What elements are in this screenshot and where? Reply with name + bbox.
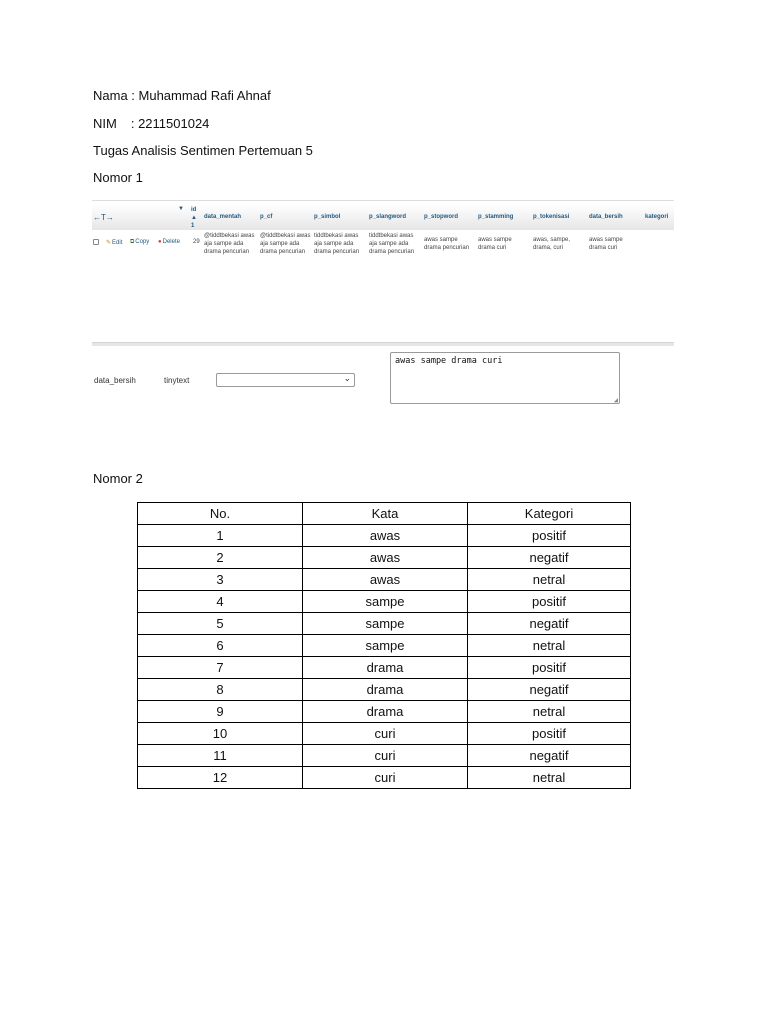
cell-kategori: negatif [468, 547, 631, 569]
nim-label: NIM [93, 116, 117, 131]
cell-kategori: positif [468, 591, 631, 613]
header-kategori[interactable]: kategori [645, 214, 669, 220]
cell-kategori: negatif [468, 613, 631, 635]
db-table-header [92, 204, 674, 231]
cell-no: 1 [138, 525, 303, 547]
function-select[interactable] [216, 373, 355, 387]
table-row [138, 745, 631, 767]
table-row [138, 679, 631, 701]
cell-kata: awas [303, 525, 468, 547]
sort-dropdown-icon[interactable]: ▼ [178, 206, 184, 212]
cell-data-bersih: awas sampe drama curi [589, 237, 623, 251]
nim-value: : 2211501024 [130, 116, 210, 131]
row-checkbox[interactable] [93, 239, 99, 245]
cell-kata: curi [303, 745, 468, 767]
student-nim [93, 116, 209, 131]
cell-kategori: positif [468, 525, 631, 547]
table-row [138, 591, 631, 613]
cell-no: 4 [138, 591, 303, 613]
cell-p-simbol: tiddtbekasi awas aja sampe ada drama pencurian [314, 233, 360, 255]
cell-kategori: positif [468, 657, 631, 679]
cell-p-stopword: awas sampe drama pencurian [424, 237, 470, 251]
table-row [138, 547, 631, 569]
cell-data-mentah: @tiddtbekasi awas aja sampe ada drama pencurian [204, 233, 255, 255]
cell-kata: curi [303, 767, 468, 789]
table-row [138, 569, 631, 591]
cell-no: 12 [138, 767, 303, 789]
cell-kategori: netral [468, 767, 631, 789]
cell-kata: drama [303, 701, 468, 723]
cell-kata: curi [303, 723, 468, 745]
cell-no: 3 [138, 569, 303, 591]
header-data-mentah[interactable]: data_mentah [204, 214, 242, 220]
cell-kategori: netral [468, 701, 631, 723]
value-textarea[interactable] [390, 352, 620, 404]
table-row [138, 525, 631, 547]
value-text: awas sampe drama curi [395, 356, 503, 366]
cell-kategori: netral [468, 635, 631, 657]
field-edit-screenshot [92, 342, 674, 412]
cell-no: 7 [138, 657, 303, 679]
cell-no: 2 [138, 547, 303, 569]
cell-id: 29 [193, 239, 200, 245]
cell-no: 8 [138, 679, 303, 701]
column-nav-arrows[interactable]: ←T→ [93, 213, 114, 222]
header-data-bersih[interactable]: data_bersih [589, 214, 623, 220]
cell-kata: awas [303, 547, 468, 569]
table-row [92, 230, 674, 258]
divider [92, 342, 674, 346]
cell-kategori: netral [468, 569, 631, 591]
table-header-row [138, 503, 631, 525]
header-kategori: Kategori [468, 503, 631, 525]
table-row [138, 613, 631, 635]
cell-kata: awas [303, 569, 468, 591]
cell-kata: sampe [303, 613, 468, 635]
header-p-tokenisasi[interactable]: p_tokenisasi [533, 214, 570, 220]
header-p-stamming[interactable]: p_stamming [478, 214, 514, 220]
copy-icon: ⧉ [130, 239, 135, 245]
copy-button[interactable]: ⧉Copy [130, 239, 150, 245]
cell-no: 10 [138, 723, 303, 745]
cell-p-cf: @tiddtbekasi awas aja sampe ada drama pencurian [260, 233, 311, 255]
edit-button[interactable]: ✎Edit [106, 240, 123, 246]
cell-no: 11 [138, 745, 303, 767]
header-id[interactable]: id ▲ 1 [191, 207, 197, 229]
cell-p-slangword: tiddtbekasi awas aja sampe ada drama pencurian [369, 233, 415, 255]
header-kata: Kata [303, 503, 468, 525]
kata-kategori-table [137, 502, 631, 789]
cell-kata: drama [303, 679, 468, 701]
cell-kategori: negatif [468, 679, 631, 701]
header-p-slangword[interactable]: p_slangword [369, 214, 407, 220]
section-nomor-1: Nomor 1 [93, 170, 143, 185]
header-p-stopword[interactable]: p_stopword [424, 214, 458, 220]
cell-no: 9 [138, 701, 303, 723]
table-row [138, 701, 631, 723]
field-name: data_bersih [94, 376, 136, 385]
delete-button[interactable]: ●Delete [158, 239, 180, 245]
table-row [138, 767, 631, 789]
delete-icon: ● [158, 239, 162, 245]
student-name: Nama : Muhammad Rafi Ahnaf [93, 88, 271, 103]
header-p-cf[interactable]: p_cf [260, 214, 273, 220]
cell-no: 6 [138, 635, 303, 657]
table-row [138, 723, 631, 745]
section-nomor-2: Nomor 2 [93, 471, 143, 486]
header-p-simbol[interactable]: p_simbol [314, 214, 341, 220]
header-no: No. [138, 503, 303, 525]
cell-kategori: positif [468, 723, 631, 745]
cell-kata: sampe [303, 591, 468, 613]
chevron-down-icon: ⌄ [343, 373, 351, 383]
cell-kata: sampe [303, 635, 468, 657]
pencil-icon: ✎ [106, 240, 112, 246]
table-row [138, 635, 631, 657]
cell-p-stamming: awas sampe drama curi [478, 237, 512, 251]
cell-p-tokenisasi: awas, sampe, drama, curi [533, 237, 571, 251]
table-row [138, 657, 631, 679]
cell-kata: drama [303, 657, 468, 679]
cell-no: 5 [138, 613, 303, 635]
assignment-title: Tugas Analisis Sentimen Pertemuan 5 [93, 143, 313, 158]
db-row-screenshot [92, 200, 674, 260]
field-type: tinytext [164, 376, 190, 385]
cell-kategori: negatif [468, 745, 631, 767]
resize-handle-icon[interactable]: ◢ [613, 396, 618, 404]
